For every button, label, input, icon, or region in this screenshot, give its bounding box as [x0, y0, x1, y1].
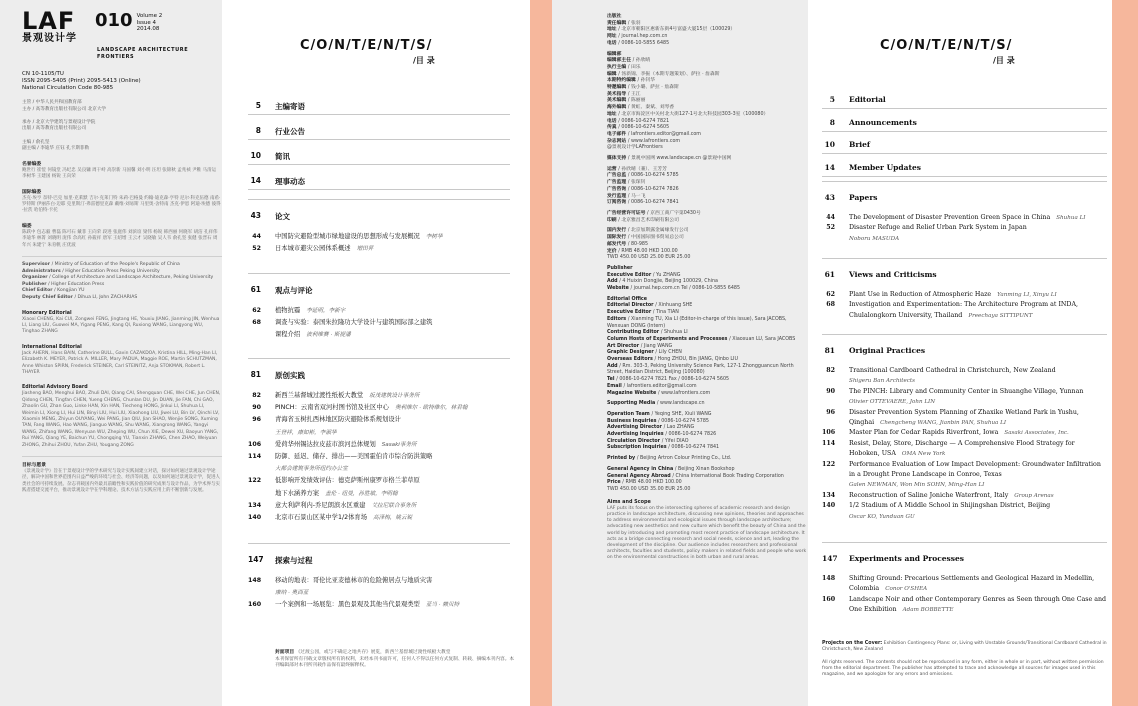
credit-line: 地址 / 北京市朝阳区惠新东街4号富盛大厦15层（100029）	[607, 27, 736, 33]
toc-article[interactable]: 96 青海省玉树扎西林地区防灾避险体系规划设计	[252, 416, 401, 424]
credit-line: 广告总监 / 0086-10-6274 5785	[607, 173, 679, 179]
toc-article[interactable]: Colombia Conor O'SHEA	[849, 585, 928, 593]
toc-article[interactable]: 114 防御、延迟、储存、排出——美国霍伯肯市综合防洪策略	[248, 453, 433, 460]
honorary-block: Honorary Editorial Xiaoxi CHENG, Kai CUI, Zongwei FENG, Jingtang HE, Youxiu JIANG, Jianming JIN, Wenhua LI, Liang LIU, Guowei MA, Yigang PENG, Kang QI, Ruxiong WANG, Liangyong WU, Tinghao ZHANG	[22, 310, 220, 335]
toc-divider	[248, 189, 510, 190]
credit-line: 广告咨询 / 0086-10-6274 7826	[607, 186, 679, 192]
credit-line: Overseas Editors / Hong ZHOU, Bin JIANG, Qinbo LIU	[607, 357, 738, 363]
credit-line: Executive Editor / Yu ZHANG	[607, 272, 681, 278]
toc-article[interactable]: 106 爱荷华州锡达拉皮兹市滨河总体规划 Sasaki事务所	[248, 440, 417, 448]
masthead-en-line: Administrators / Higher Education Press Peking University	[22, 268, 160, 274]
toc-section[interactable]: 5 主编寄语	[255, 101, 305, 111]
toc-section[interactable]: 8 Announcements	[829, 117, 917, 127]
toc-article[interactable]: 140 1/2 Stadium of A Middle School in Shijingshan District, Beijing	[822, 502, 1051, 510]
credit-line: 执行主编 / 田乐	[607, 64, 641, 70]
logo: LAF	[22, 7, 76, 35]
publication-codes: CN 10-1105/TU ISSN 2095-5405 (Print) 2095-5413 (Online) National Circulation Code 80-985	[22, 71, 141, 91]
credit-line: 印刷 / 北京雅昌艺术印刷有限公司	[607, 217, 679, 223]
toc-article[interactable]: 122 低影响开发绩效评估：德克萨斯州康罗市格兰菲草原	[248, 477, 420, 485]
credit-line: 美术编辑 / 陈丽丽	[607, 98, 646, 104]
masthead-en-line: Organizer / College of Architecture and Landscape Architecture, Peking University	[22, 275, 214, 281]
credit-line: TWD 450.00 USD 25.00 EUR 25.00	[607, 255, 691, 261]
credit-line: 国内发行 / 北京加斯露金属缘发行公司	[607, 228, 689, 234]
credit-line: Website / journal.hep.com.cn Tel / 0086-10-5855 6485	[607, 286, 741, 292]
credit-line: General Agency Abroad / China International Book Trading Corporation	[607, 473, 784, 479]
credit-line: 编辑 / 汤新锦、李振（本期专题策划）、萨拉 · 詹森斯	[607, 71, 720, 77]
toc-article[interactable]: 52 日本城市避灾公园体系概述 增田昇	[252, 245, 374, 253]
credit-line: Executive Editor / Tina TIAN	[607, 310, 679, 316]
credit-line: 广告监理 / 张琛钊	[607, 180, 646, 186]
masthead-en-line: Publisher / Higher Education Press	[22, 281, 105, 287]
credit-line: 邮发代号 / 80-985	[607, 241, 648, 247]
toc-section[interactable]: 14 Member Updates	[824, 162, 921, 172]
toc-article[interactable]: 52 Disaster Refuge and Relief Urban Park System in Japan	[826, 224, 1027, 232]
toc-divider	[248, 543, 510, 544]
credit-line: Contributing Editor / Shuhua LI	[607, 330, 688, 336]
toc-section[interactable]: 10 Brief	[824, 140, 871, 149]
toc-divider	[248, 199, 510, 200]
toc-divider	[822, 258, 1107, 259]
toc-article[interactable]: 134 意大利萨利内-乔尼朗滨水区重建 艾拉尼联合事务所	[248, 501, 417, 509]
toc-article[interactable]: 68 调查与实验：泰国朱拉隆功大学设计与建筑国际部之建筑	[252, 319, 433, 327]
credit-line: 海外编辑 / 黄虹、秦斌、刘琴香	[607, 105, 675, 111]
credit-line: General Agency in China / Beijing Xinan Bookshop	[607, 466, 735, 472]
toc-article[interactable]: 114 Resist, Delay, Store, Discharge — A Comprehensive Flood Strategy for	[822, 439, 1075, 447]
credit-line: Circulation Director / Yifei DIAO	[607, 438, 689, 444]
issue-meta: Volume 2 Issue 4 2014.08	[136, 13, 163, 32]
intl-editors-block: 国际编委 杰克·埃亨 奈特·巴克 加里·克莱默 吉尔·克莱门特 朱莉·巴格曼 约翰·迪克森·亨特 尼尔·科克伍德 南希·罗特斯 伊丽莎白·迈耶 克里斯汀·弗雷德里克森 戴维·刘易斯 马里奥·舍特南 杰克·伊恩 阿迪·埃德 彼得·拉茨 哈伯特·卡托	[22, 189, 221, 214]
masthead-line: 主办 / 高等教育出版社有限公司 北京大学	[22, 106, 107, 112]
credit-line: Supporting Media / www.landscape.cn	[607, 401, 705, 407]
credit-line: 美术指导 / 王江	[607, 91, 641, 97]
toc-article[interactable]: in a Drought Prone Landscape in Conroe, Texas	[849, 471, 1002, 478]
credit-line: 运营 / 孙欣晴（兼）、王芳芳	[607, 166, 667, 172]
toc-article[interactable]: 地下水涵养方案 盖伦 · 纽曼，孙胜敏，李明翰	[275, 489, 398, 497]
credit-line: Publisher	[607, 265, 633, 271]
contents-title-cn: C/O/N/T/E/N/T/S/	[300, 38, 433, 53]
toc-divider	[822, 176, 1107, 177]
toc-article[interactable]: Oscar KO, Yunduan GU	[849, 513, 915, 520]
credit-line: 网址 / journal.hep.com.cn	[607, 34, 668, 40]
credits	[607, 14, 807, 562]
toc-article[interactable]: 96 Disaster Prevention System Planning of Zhaxike Wetland Park in Yushu,	[826, 408, 1079, 416]
credit-line: Column Hosts of Experiments and Processes / Xiaoxuan LU, Sara JACOBS	[607, 336, 796, 342]
toc-article[interactable]: 134 Reconstruction of Saline Joniche Waterfront, Italy Group Arenas	[822, 491, 1054, 499]
toc-article[interactable]: 148 移动的地表：哥伦比亚麦德林市的危险俯居点与地质灾害	[248, 577, 433, 584]
issue-number: 010	[95, 10, 133, 31]
credit-line: Editorial Office	[607, 296, 648, 302]
masthead-line: 主编 / 俞孔坚	[22, 139, 50, 145]
aims-block: Aims and Scope LAF puts its focus on the intersecting spheres of academic research and design practice in landscape architecture, discussing new opinions, theories and approaches to address environmental and ecological issues through landscape architecture; advocating new aesthetics and new culture which benefit the beauty of China and the world by introducing and promoting most recent practice of landscape architecture. It acts as a bridge connecting research and social needs, science and art, leading the development of the discipline. Our audience includes researchers and professional architects, faculties and students, policy makers in related fields and people who work on the environmental constructions in both urban and rural areas.	[607, 498, 807, 561]
divider	[22, 456, 222, 457]
toc-article[interactable]: 106 Master Plan for Cedar Rapids Riverfront, Iowa Sasaki Associates, Inc.	[822, 429, 1069, 437]
masthead	[22, 7, 222, 495]
contents-subtitle-en: /目 录	[993, 56, 1015, 65]
contents-title-en: C/O/N/T/E/N/T/S/	[880, 38, 1013, 53]
toc-section[interactable]: 5 Editorial	[829, 95, 886, 104]
credit-line: 传真 / 0086-10-6274 5605	[607, 125, 670, 131]
toc-section[interactable]: 61 Views and Criticisms	[824, 270, 937, 279]
masthead-en-lines	[22, 262, 222, 302]
toc-article[interactable]: One Exhibition Adam BOBBETTE	[849, 606, 954, 614]
credit-line: 订阅咨询 / 0086-10-6274 7841	[607, 200, 679, 206]
cover-note-cn: 封面项目 《过渡公园，或与不确定之地共存》展览，新西兰基督城过渡性纸板大教堂 本刊保留所有刊载文章版权所有的权利，未经本刊书面许可，任何人不得以任何方式复制、转载、摘编本刊内容。本刊编辑部对本刊所刊载作品保有最终解释权。	[275, 650, 515, 669]
credit-line: Advertising Inquiries / 0086-10-6274 7826	[607, 432, 717, 438]
credit-line: 编辑部	[607, 51, 622, 57]
masthead-line: 副主编 / 李迪华 庄钰 孔卡斯菲勒	[22, 146, 90, 152]
toc-article[interactable]: Hoboken, USA OMA New York	[849, 450, 946, 458]
credit-line: @景观设计学LAFrontiers	[607, 145, 663, 151]
masthead-line	[22, 133, 222, 140]
toc-article[interactable]: 82 新西兰基督城过渡性纸板大教堂 坂茂建筑设计事务所	[252, 392, 420, 399]
toc-divider	[822, 153, 1107, 154]
credit-line: Editorial Director / Xinhuang SHE	[607, 303, 693, 309]
toc-section[interactable]: 81 Original Practices	[824, 346, 926, 355]
toc-article[interactable]: 160 Landscape Noir and other Contemporary Genres as Seen through One Case and	[822, 595, 1107, 603]
masthead-line: 主管 / 中华人民共和国教育部	[22, 100, 82, 105]
advisory-board-block: Editorial Advisory Board Jiasheng BAO, Menghui BAO, Zhuli DAI, Qiang CAI, Shengquan CHE, Wei CHE, Jun CHEN, Qidong CHEN, Tingfan CHEN, Yueng CHENG, Chunlan DU, Jin DUAN, Jie FAN, Chi GAO, Zhaolin GU, Zhan Guo, Linke HAN, Xin HAN, Tiecheng HONG, Jinkui LI, Shuhua LI, Weimin LI, Xiong LI, Hui LIN, Binyi LIU, Hui LIU, Xiaohong LIU, Jiwei LU, Bin LV, Qinchi LV, Xiaomin MENG, Zhiyun OUYANG, Wei PANG, Jian QIU, Jian SHAO, Wenjie SONG, Xuming TAN, Fang WANG, Hao WANG, Jianguo WANG, Shu WANG, Xiangrong WANG, Yangyi WANG, Zhifang WANG, Wenyuan WU, Zheping WU, Chun XIE, Dewei XU, Baoyun YANG, Rui YANG, Qiang YE, Baichun YU, Chongqing YU, Tianxin ZHANG, Chen ZHAO, Weiyuan ZHONG, Zhihui ZHOU, Yufan ZHU, Yougang ZONG	[22, 385, 221, 448]
credit-line: Magazine Website / www.lafrontiers.com	[607, 390, 711, 396]
credit-line: 广告经营许可证号 / 京西工商广字第0430号	[607, 210, 701, 216]
toc-article[interactable]: 90 PINCH：云南省双河村图书馆及社区中心 奥利维尔 · 欧特维尔，林君翰	[252, 404, 468, 412]
spread-gutter-left	[530, 0, 552, 706]
advisors-block: 名誉编委 鲍世行 崔愷 何镜堂 冯纪忠 吴良镛 周干峙 高崇新 马国馨 刘小明 汪坦 张锦秋 孟兆祯 尹稚 马清运 李树华 王建国 杨锐 王向荣	[22, 161, 217, 180]
toc-article[interactable]: 62 植物抗霾 李延明，李新宇	[252, 307, 346, 314]
spread-gutter-right	[1112, 0, 1138, 706]
credit-line: 电子邮件 / lafrontiers.editor@gmail.com	[607, 131, 701, 137]
credit-line: Add / Rm. 303-3, Peking University Science Park, 127-1 Zhongguancun North Street, Haidian District, Beijing (100080)	[607, 363, 794, 376]
credit-line: 电话 / 0086-10-5855 6485	[607, 40, 670, 46]
toc-article[interactable]: 康纳 · 奥西亚	[275, 590, 309, 597]
toc-article[interactable]: Chulalongkorn University, Thailand Preechaya SITTIPUNT	[849, 311, 1033, 319]
toc-article[interactable]: Qinghai Chengcheng WANG, Jianbin PAN, Shuhua LI	[849, 419, 1007, 426]
toc-section[interactable]: 10 简讯	[250, 151, 290, 161]
masthead-cn-lines	[22, 100, 222, 153]
toc-article[interactable]: 44 The Development of Disaster Prevention Green Space in China Shuhua LI	[826, 214, 1086, 221]
toc-article[interactable]: 140 北京市石景山区某中学1/2体育场 高泽梅，姚云锐	[248, 514, 413, 521]
masthead-line: 承办 / 北京大学建筑与景观设计学院	[22, 119, 96, 125]
toc-divider	[248, 164, 510, 165]
credit-line: Printed by / Beijing Artron Colour Printing Co., Ltd.	[607, 456, 732, 462]
toc-article[interactable]: Galen NEWMAN, Won Min SOHN, Ming-Han LI	[849, 482, 985, 489]
credit-line: 本期特约编辑 / 孙钊华	[607, 78, 655, 84]
editors-block: 编委 陈跃中 包志毅 曹磊 陈可石 戴菲 王向荣 段进 张庭伟 刘滨谊 梁伟 杨锐 韩西丽 何晓军 胡洁 孔祥伟 李迪华 林箐 刘晓明 庞伟 佘高红 孙筱祥 唐军 王绍增 王云才 吴晓敏 吴人韦 俞孔坚 张健 张晋石 周年兴 朱建宁 朱育帆 庄优波	[22, 223, 218, 248]
toc-divider	[248, 358, 510, 359]
credit-line: 编辑部主任 / 孙欣晴	[607, 58, 651, 64]
toc-section[interactable]: 61 观点与评论	[250, 285, 313, 295]
toc-article[interactable]: 148 Shifting Ground: Precarious Settlements and Geological Hazard in Medellin,	[822, 575, 1095, 582]
toc-divider	[822, 131, 1107, 132]
toc-divider	[822, 108, 1107, 109]
toc-article[interactable]: 90 The PINCH: Library and Community Center in Shuanghe Village, Yunnan	[826, 387, 1084, 395]
toc-section[interactable]: 43 Papers	[824, 193, 878, 202]
credit-line: TWD 450.00 USD 35.00 EUR 25.00	[607, 487, 691, 492]
credit-line: Tel / 0086-10-6274 7821 Fax / 0086-10-6274 5605	[607, 377, 730, 383]
about-block: 目标与愿景 《景观设计学》旨在于景观设计学的学术研究与设计实践间建立对话，探讨如何通过景观设计学途径，解决中国和世界范围内日益严峻的环境与社会、经济等问题，以及如何通过景观设计学，促进人类社会的可持续发展。杂志刊载国内外最具前瞻性和实践价值的研究成果与设计作品，为学术界与实践者搭建交流平台，推动景观设计学在学科理论、技术方法与实践应用上的不断创新与发展。	[22, 463, 220, 494]
toc-article[interactable]: 大都会建筑事务所纽约办公室	[275, 466, 348, 473]
credit-line: 媒体支持 / 景观中国网 www.landscape.cn @景观中国网	[607, 156, 732, 162]
toc-article[interactable]: 82 Transitional Cardboard Cathedral in Christchurch, New Zealand	[826, 367, 1056, 374]
toc-article[interactable]: 62 Plant Use in Reduction of Atmospheric Haze Yanming LI, Xinyu LI	[826, 291, 1057, 298]
masthead-en-line: Supervisor / Ministry of Education of the People's Republic of China	[22, 262, 180, 267]
credit-line: 地址 / 北京市海淀区中关村北大街127-1号北大科技园303-3室（100080）	[607, 111, 769, 117]
tagline: LANDSCAPE ARCHITECTURE FRONTIERS	[97, 47, 189, 60]
toc-divider	[822, 334, 1107, 335]
credit-line: Graphic Designer / Lily CHEN	[607, 350, 682, 356]
toc-article[interactable]: Olivier OTTEVAERE, John LIN	[849, 399, 936, 406]
credit-line: Subscription Inquiries / 0086-10-6274 7841	[607, 445, 720, 451]
toc-section[interactable]: 147 探索与过程	[248, 555, 313, 565]
toc-article[interactable]: 68 Investigation and Experimentation: The Architecture Program at INDA,	[826, 301, 1079, 309]
credit-line: Advertising Director / Lao ZHANG	[607, 425, 695, 431]
toc-divider	[822, 542, 1107, 543]
credit-line: 杂志网站 / www.lafrontiers.com	[607, 138, 681, 144]
masthead-en-line: Chief Editor / Kongjian YU	[22, 288, 85, 294]
credit-line: 出版社	[607, 14, 622, 19]
credit-line: Operation Team / Yeqing SHE, Xiuli WANG	[607, 411, 712, 417]
masthead-en-line: Deputy Chief Editor / Dihua LI, John ZACHARIAS	[22, 294, 138, 300]
toc-divider	[248, 273, 510, 274]
toc-section[interactable]: 81 原创实践	[250, 370, 305, 380]
contents-subtitle-cn: /目 录	[413, 56, 435, 65]
credit-line: Email / lafrontiers.editor@gmail.com	[607, 383, 697, 389]
toc-section[interactable]: 147 Experiments and Processes	[822, 554, 965, 563]
masthead-line	[22, 113, 222, 120]
credit-line: 电话 / 0086-10-6274 7821	[607, 118, 670, 124]
toc-section[interactable]: 8 行业公告	[255, 126, 305, 136]
credit-line: 国际发行 / 中国国际图书贸易总公司	[607, 235, 684, 241]
toc-section[interactable]: 43 论文	[250, 211, 290, 221]
logo-chinese: 景观设计学	[22, 33, 77, 44]
credit-line: 发行监理 / 马一飞	[607, 193, 646, 199]
credit-line: 定价 / RMB 48.00 HKD 100.00	[607, 248, 678, 254]
toc-section[interactable]: 14 理事动态	[250, 176, 305, 186]
credit-line: Price / RMB 48.00 HKD 100.00	[607, 480, 682, 486]
credit-line: Business Inquiries / 0086-10-6274 5785	[607, 418, 709, 424]
toc-article[interactable]: 课程介绍 波利维赛 · 斯提潘	[275, 331, 351, 339]
toc-article[interactable]: Noboru MASUDA	[849, 235, 900, 242]
credit-line: 责任编辑 / 张羽	[607, 20, 641, 26]
credit-line: Art Director / Jiang WANG	[607, 343, 673, 349]
toc-article[interactable]: Shigeru Ban Architects	[849, 378, 916, 385]
toc-divider	[248, 139, 510, 140]
toc-divider	[822, 181, 1107, 182]
toc-article[interactable]: 44 中国防灾避险型城市绿地建设的思想形成与发展概况 李树华	[252, 233, 443, 240]
toc-divider	[248, 114, 510, 115]
credit-line: Editors / Xianming TU, Xia LI (Editor-in-charge of this issue), Sara JACOBS, Wenxuan DONG (Intern)	[607, 316, 787, 329]
divider	[22, 256, 222, 257]
toc-article[interactable]: 122 Performance Evaluation of Low Impact Development: Groundwater Infiltration	[822, 460, 1101, 468]
intl-en-block: International Editorial Jack AHERN, Hans BAIN, Catherine BULL, Gavin CAZAKDOA, Kristina HILL, Ming-Han LI, Elizabeth K. MEYER, Patrick A. MILLER, Mary PADUA, Maggie ROE, Martin SCHUTZMAN, Anne Whiston SPIRN, Frederick STEINER, Carl STEINITZ, Anja STOKMAN, Robert L. THAYER	[22, 344, 218, 375]
credit-line: Add / 4 Huixin Dongjie, Beijing 100029, China	[607, 279, 718, 285]
cover-note-en: Projects on the Cover: Exhibition Contingency Plans: or, Living with Unstable Grounds/Transitional Cardboard Cathedral in Christchurch, New Zealand All rights reserved. The contents should not be reproduced in any form, either in whole or in part, without written permission from the editorial department. The publisher has attempted to trace and acknowledge all sources for images used in this magazine, and we apologize for any errors and omissions.	[822, 641, 1107, 678]
credit-line: 特邀编辑 / 钱小璐、萨拉 · 詹森斯	[607, 85, 679, 91]
toc-article[interactable]: 王登祥，康如彬，李淑华	[275, 429, 337, 436]
masthead-line: 出版 / 高等教育出版社有限公司	[22, 126, 87, 132]
toc-article[interactable]: 160 一个案例和一场展览：黑色景观及其他当代景观类型 亚当 · 赖贝特	[248, 601, 460, 609]
